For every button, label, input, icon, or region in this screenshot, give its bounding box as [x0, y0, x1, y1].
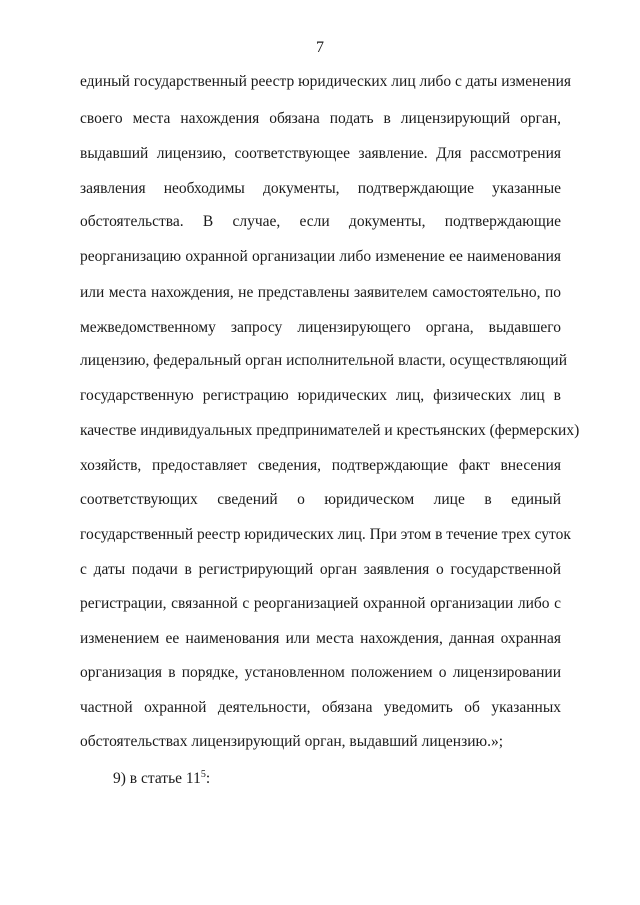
text-line: заявления необходимы документы, подтверждающие указанные [80, 180, 561, 197]
text-line: частной охранной деятельности, обязана уведомить об указанных [80, 699, 561, 716]
page-number: 7 [316, 39, 324, 56]
text-line: государственный реестр юридических лиц. При этом в течение трех суток [80, 526, 571, 543]
text-line: единый государственный реестр юридических лиц либо с даты изменения [80, 73, 572, 90]
text-line: соответствующих сведений о юридическом лице в единый [80, 491, 561, 508]
text-line: лицензию, федеральный орган исполнительной власти, осуществляющий [80, 352, 568, 369]
subitem-heading [113, 768, 210, 790]
text-line: реорганизацию охранной организации либо изменение ее наименования [80, 248, 561, 265]
subitem-suffix: : [205, 770, 211, 787]
text-line: хозяйств, предоставляет сведения, подтверждающие факт внесения [80, 457, 561, 474]
text-line: государственную регистрацию юридических лиц, физических лиц в [80, 387, 561, 404]
text-line: обстоятельствах лицензирующий орган, выдавший лицензию.»; [80, 733, 504, 750]
subitem-text: 9) в статье 11 [113, 770, 201, 787]
text-line: обстоятельства. В случае, если документы, подтверждающие [80, 213, 561, 230]
text-line: изменением ее наименования или места нахождения, данная охранная [80, 630, 561, 647]
subitem-superscript: 5 [200, 769, 206, 780]
text-line: регистрации, связанной с реорганизацией охранной организации либо с [80, 595, 561, 612]
text-line: организация в порядке, установленном положением о лицензировании [80, 664, 561, 681]
text-line: или места нахождения, не представлены заявителем самостоятельно, по [80, 284, 561, 301]
text-line: своего места нахождения обязана подать в лицензирующий орган, [80, 110, 561, 127]
text-line: выдавший лицензию, соответствующее заявление. Для рассмотрения [80, 145, 561, 162]
text-line: с даты подачи в регистрирующий орган заявления о государственной [80, 561, 561, 578]
text-line: межведомственному запросу лицензирующего органа, выдавшего [80, 319, 561, 336]
text-line: качестве индивидуальных предпринимателей и крестьянских (фермерских) [80, 422, 580, 439]
